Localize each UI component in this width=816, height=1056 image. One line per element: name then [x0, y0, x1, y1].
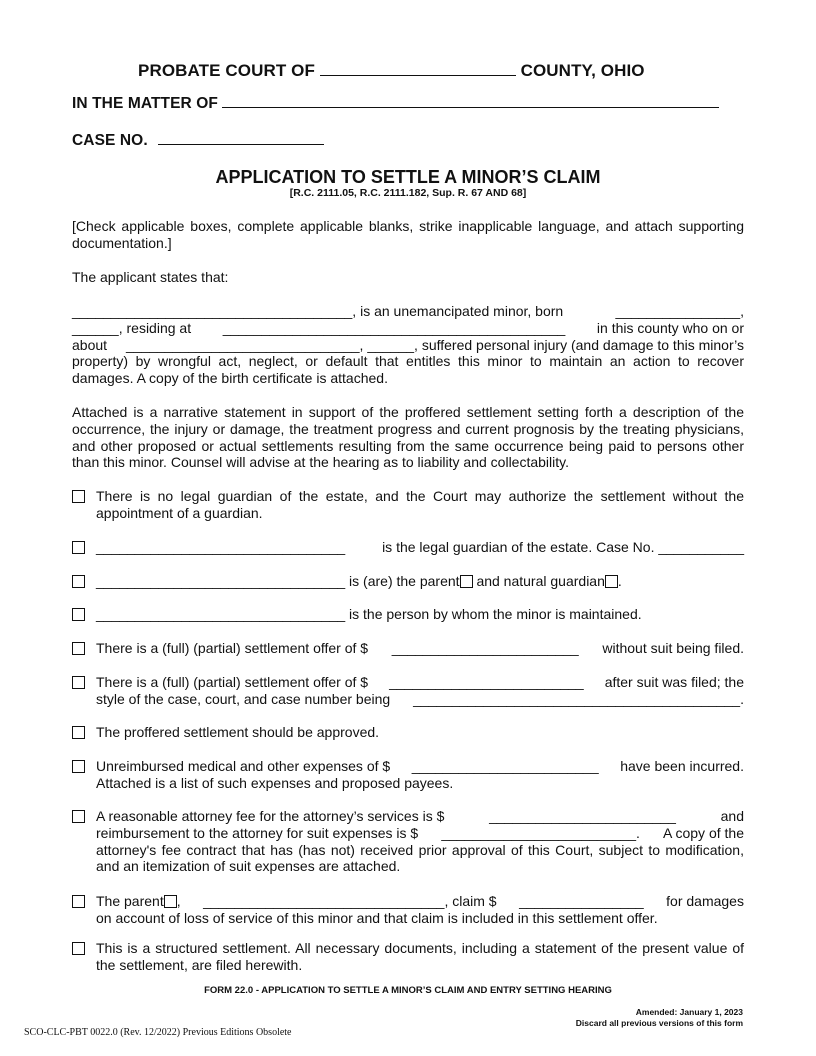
- minor-paragraph: [72, 303, 744, 387]
- county-label: COUNTY, OHIO: [520, 61, 645, 80]
- page-title: APPLICATION TO SETTLE A MINOR’S CLAIM: [215, 167, 601, 187]
- checkbox[interactable]: [72, 642, 85, 655]
- attorney-fee-blank[interactable]: ________________________: [489, 808, 676, 824]
- form-title-footer: FORM 22.0 - APPLICATION TO SETTLE A MINOR’S CLAIM AND ENTRY SETTING HEARING: [204, 985, 612, 996]
- natural-guardian-text: and natural guardian: [476, 573, 605, 589]
- medical-line-1: [96, 758, 744, 775]
- checkbox[interactable]: [72, 895, 85, 908]
- inline-checkbox[interactable]: [460, 575, 473, 588]
- parent-claim-line-1: [96, 893, 744, 910]
- guardian-name-blank[interactable]: ________________________________: [96, 539, 346, 555]
- medical-text: Unreimbursed medical and other expenses of $: [96, 758, 391, 774]
- item-maintained: [72, 606, 744, 623]
- parent-claim-line-2: on account of loss of service of this minor and that claim is included in this settlement offer.: [96, 909, 658, 926]
- maintainer-name-blank[interactable]: ________________________________: [96, 606, 346, 622]
- medical-tail: have been incurred.: [620, 758, 744, 774]
- court-label: PROBATE COURT OF: [138, 61, 315, 80]
- matter-line: [72, 93, 719, 113]
- minor-rest: property) by wrongful act, neglect, or default that entitles this minor to maintain an action to recover damages. A copy of the birth certificate is attached.: [72, 353, 744, 387]
- parent-text: is (are) the parent: [349, 573, 460, 589]
- statute-citation: [R.C. 2111.05, R.C. 2111.182, Sup. R. 67 AND 68]: [289, 187, 527, 199]
- case-style-blank[interactable]: __________________________________________.: [413, 690, 744, 707]
- offer-suit-line-1: [96, 674, 744, 691]
- attorney-and: and: [720, 808, 744, 824]
- county-text: in this county who on or: [596, 319, 744, 336]
- checkbox[interactable]: [72, 760, 85, 773]
- item-offer-no-suit: [72, 640, 744, 657]
- copy-text: A copy of the: [663, 824, 744, 841]
- item-approved: [72, 724, 744, 741]
- item-medical: [72, 758, 744, 792]
- discard-note: Discard all previous versions of this form: [575, 1018, 743, 1028]
- parent-line: [96, 573, 744, 590]
- parent-claim-tail: for damages: [666, 893, 744, 909]
- attorney-line-2: [96, 825, 744, 842]
- attorney-rest: attorney's fee contract that has (has not) received prior approval of this Court, subject to modification, and an itemization of suit expenses are attached.: [96, 841, 744, 875]
- offer-suit-tail: after suit was filed; the: [604, 674, 744, 690]
- maintained-line: [96, 606, 744, 623]
- item-parent: [72, 573, 744, 590]
- about-label: about: [72, 336, 108, 353]
- checkbox[interactable]: [72, 942, 85, 955]
- checkbox[interactable]: [72, 490, 85, 503]
- offer-suit-text: There is a (full) (partial) settlement offer of $: [96, 674, 369, 690]
- checkbox[interactable]: [72, 575, 85, 588]
- checkbox[interactable]: [72, 608, 85, 621]
- legal-guardian-text: is the legal guardian of the estate. Case No. ___________: [382, 539, 744, 555]
- item-legal-guardian: [72, 539, 744, 556]
- inline-checkbox[interactable]: [605, 575, 618, 588]
- minor-line-3: [72, 337, 744, 354]
- minor-line-2: [72, 320, 744, 337]
- parent-claim-amount-blank[interactable]: ________________: [519, 893, 644, 909]
- item-offer-suit: [72, 674, 744, 708]
- item-attorney: [72, 808, 744, 875]
- item-no-guardian: [72, 488, 744, 522]
- county-blank[interactable]: [320, 61, 516, 76]
- approved-text: The proffered settlement should be approved.: [96, 724, 380, 740]
- case-style-text: style of the case, court, and case number being: [96, 690, 391, 707]
- applicant-states: The applicant states that:: [72, 269, 229, 285]
- case-no-line: [72, 130, 324, 150]
- structured-text: This is a structured settlement. All necessary documents, including a statement of the present value of the settlement, are filed herewith.: [96, 940, 744, 973]
- matter-label: IN THE MATTER OF: [72, 95, 218, 112]
- court-header: [138, 61, 645, 81]
- maintained-text: is the person by whom the minor is maintained.: [349, 606, 642, 622]
- inline-checkbox[interactable]: [164, 895, 177, 908]
- amended-date: Amended: January 1, 2023: [635, 1007, 743, 1017]
- medical-amount-blank[interactable]: ________________________: [411, 758, 599, 774]
- no-guardian-text: There is no legal guardian of the estate, and the Court may authorize the settlement without the appointment of a guardian.: [96, 488, 744, 521]
- residing-label[interactable]: ______, residing at: [72, 319, 192, 336]
- residence-blank[interactable]: ____________________________________________: [222, 319, 566, 336]
- offer-no-suit-text: There is a (full) (partial) settlement offer of $: [96, 640, 369, 656]
- minor-line-1: [72, 303, 744, 320]
- birth-date-blank[interactable]: ________________,: [615, 303, 744, 319]
- item-parent-claim: [72, 893, 744, 927]
- parent-claim-text: The parent: [96, 893, 164, 909]
- parent-name-blank[interactable]: ________________________________: [96, 573, 346, 589]
- form-code: SCO-CLC-PBT 0022.0 (Rev. 12/2022) Previous Editions Obsolete: [24, 1027, 292, 1038]
- checkbox[interactable]: [72, 541, 85, 554]
- case-no-label: CASE NO.: [72, 132, 148, 149]
- checkbox[interactable]: [72, 676, 85, 689]
- reimbursement-blank[interactable]: _________________________.: [441, 824, 640, 841]
- offer-no-suit-line: [96, 640, 744, 657]
- offer-suit-amount-blank[interactable]: _________________________: [389, 674, 584, 690]
- period: .: [617, 573, 622, 589]
- injury-date-text[interactable]: ______________________________, ______, suffered personal injury (and damage to this minor’s: [125, 336, 744, 353]
- case-no-blank[interactable]: [158, 130, 324, 145]
- offer-amount-blank[interactable]: ________________________: [391, 640, 579, 656]
- attorney-fee-text: A reasonable attorney fee for the attorney’s services is $: [96, 808, 445, 824]
- parent-claim-name-blank[interactable]: _______________________________, claim $: [203, 893, 497, 909]
- legal-guardian-line: [96, 539, 744, 556]
- checkbox[interactable]: [72, 810, 85, 823]
- reimbursement-text: reimbursement to the attorney for suit expenses is $: [96, 824, 419, 841]
- matter-blank[interactable]: [222, 93, 719, 108]
- item-structured: [72, 940, 744, 974]
- offer-suit-line-2: [96, 691, 744, 708]
- attorney-line-1: [96, 808, 744, 825]
- instructions: [Check applicable boxes, complete applicable blanks, strike inapplicable language, and attach supporting documentation.]: [72, 218, 744, 251]
- medical-line-2: Attached is a list of such expenses and proposed payees.: [96, 774, 454, 791]
- amendment-note: [576, 1007, 743, 1029]
- offer-no-suit-tail: without suit being filed.: [602, 640, 744, 656]
- minor-name-born[interactable]: ____________________________________, is an unemancipated minor, born: [72, 303, 564, 319]
- comma: ,: [176, 893, 181, 909]
- checkbox[interactable]: [72, 726, 85, 739]
- narrative-paragraph: Attached is a narrative statement in support of the proffered settlement setting forth a description of the occurrence, the injury or damage, the treatment progress and current prognosis by the treating physicians, and other proposed or actual settlements resulting from the same occurrence being paid to persons other than this minor. Counsel will advise at the hearing as to liability and collectability.: [72, 404, 744, 471]
